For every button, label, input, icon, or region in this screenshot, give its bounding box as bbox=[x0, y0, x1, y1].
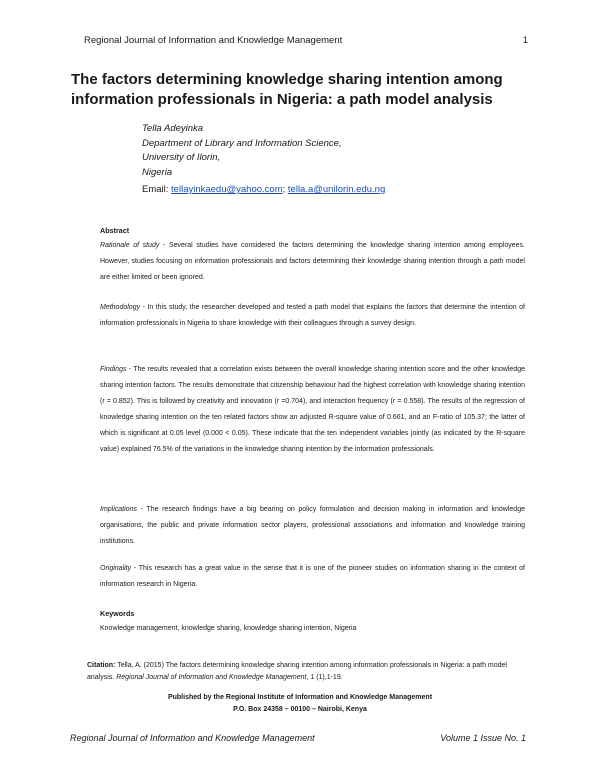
rationale-label: Rationale of study bbox=[100, 242, 160, 249]
methodology-text: - In this study, the researcher developed and tested a path model that explains the factors that determine the intention of information professionals in Nigeria to share knowledge with their colleagues through a survey design. bbox=[100, 304, 525, 327]
citation-text-before: Tella, A. (2015) The factors determining knowledge sharing intention among information professionals in Nigeria: a path model analysis. bbox=[87, 662, 507, 681]
running-head: Regional Journal of Information and Knowledge Management bbox=[84, 35, 343, 46]
implications-label: Implications bbox=[100, 506, 137, 513]
page-number: 1 bbox=[522, 35, 528, 46]
citation-journal: Regional Journal of Information and Knowledge Management bbox=[116, 674, 307, 681]
citation-text-after: , 1 (1),1-19. bbox=[306, 674, 343, 681]
email-link-yahoo[interactable]: tellayinkaedu@yahoo.com bbox=[171, 184, 283, 195]
email-label: Email: bbox=[142, 184, 169, 195]
citation-label: Citation: bbox=[87, 662, 116, 669]
abstract-methodology bbox=[100, 300, 525, 332]
abstract-heading: Abstract bbox=[100, 226, 130, 235]
citation bbox=[87, 660, 517, 684]
footer-journal: Regional Journal of Information and Knowledge Management bbox=[70, 733, 315, 743]
email-line bbox=[142, 184, 385, 195]
abstract-implications bbox=[100, 502, 525, 550]
abstract-originality bbox=[100, 561, 525, 593]
publisher-address: P.O. Box 24358 – 00100 – Nairobi, Kenya bbox=[233, 706, 367, 713]
originality-label: Originality bbox=[100, 565, 132, 572]
footer-issue: Volume 1 Issue No. 1 bbox=[440, 733, 526, 743]
paper-title: The factors determining knowledge sharing intention among information professionals in Nigeria: a path model analysis bbox=[71, 71, 503, 108]
keywords-heading: Keywords bbox=[100, 609, 135, 618]
author-country: Nigeria bbox=[142, 166, 173, 178]
methodology-label: Methodology bbox=[100, 304, 141, 311]
author-name: Tella Adeyinka bbox=[142, 123, 204, 134]
email-link-unilorin[interactable]: tella.a@unilorin.edu.ng bbox=[287, 184, 386, 195]
abstract-findings bbox=[100, 362, 525, 458]
rationale-text: - Several studies have considered the factors determining the knowledge sharing intention among employees. However, studies focusing on information professionals and factors determining their knowledge sharing intention through a path model are either limited or been ignored. bbox=[100, 242, 525, 281]
abstract-rationale bbox=[100, 238, 525, 286]
author-university: University of Ilorin, bbox=[142, 152, 221, 163]
findings-label: Findings bbox=[100, 366, 127, 373]
publisher-line: Published by the Regional Institute of Information and Knowledge Management bbox=[167, 694, 433, 701]
keywords-list: Knowledge management, knowledge sharing, knowledge sharing intention, Nigeria bbox=[100, 625, 357, 632]
originality-text: - This research has a great value in the sense that it is one of the pioneer studies on information sharing in the context of information research in Nigeria. bbox=[100, 565, 525, 588]
author-block bbox=[142, 122, 342, 180]
findings-text: - The results revealed that a correlation exists between the overall knowledge sharing intention score and the other knowledge sharing intention factors. The results demonstrate that citizenship behaviour had the highest correlation with knowledge sharing intention (r = 0.852). This is followed by creativity and innovation (r =0.704), and interaction frequency (r = 0.558). The results of the regression of knowledge sharing intention on the ten related factors show an adjusted R-square value of 0.661, and an F-ratio of 105.37; the latter of which is significant at 0.05 level (0.000 < 0.05). These indicate that the ten independent variables jointly (as indicated by the R-square value) explained 76.5% of the variations in the knowledge sharing intention by the information professionals. bbox=[100, 366, 525, 453]
implications-text: - The research findings have a big bearing on policy formulation and decision making in information and knowledge organisations, the public and private information sector players, professional associations and information and knowledge training institutions. bbox=[100, 506, 525, 545]
email-separator: ; bbox=[282, 184, 286, 195]
author-department: Department of Library and Information Science, bbox=[142, 137, 342, 149]
